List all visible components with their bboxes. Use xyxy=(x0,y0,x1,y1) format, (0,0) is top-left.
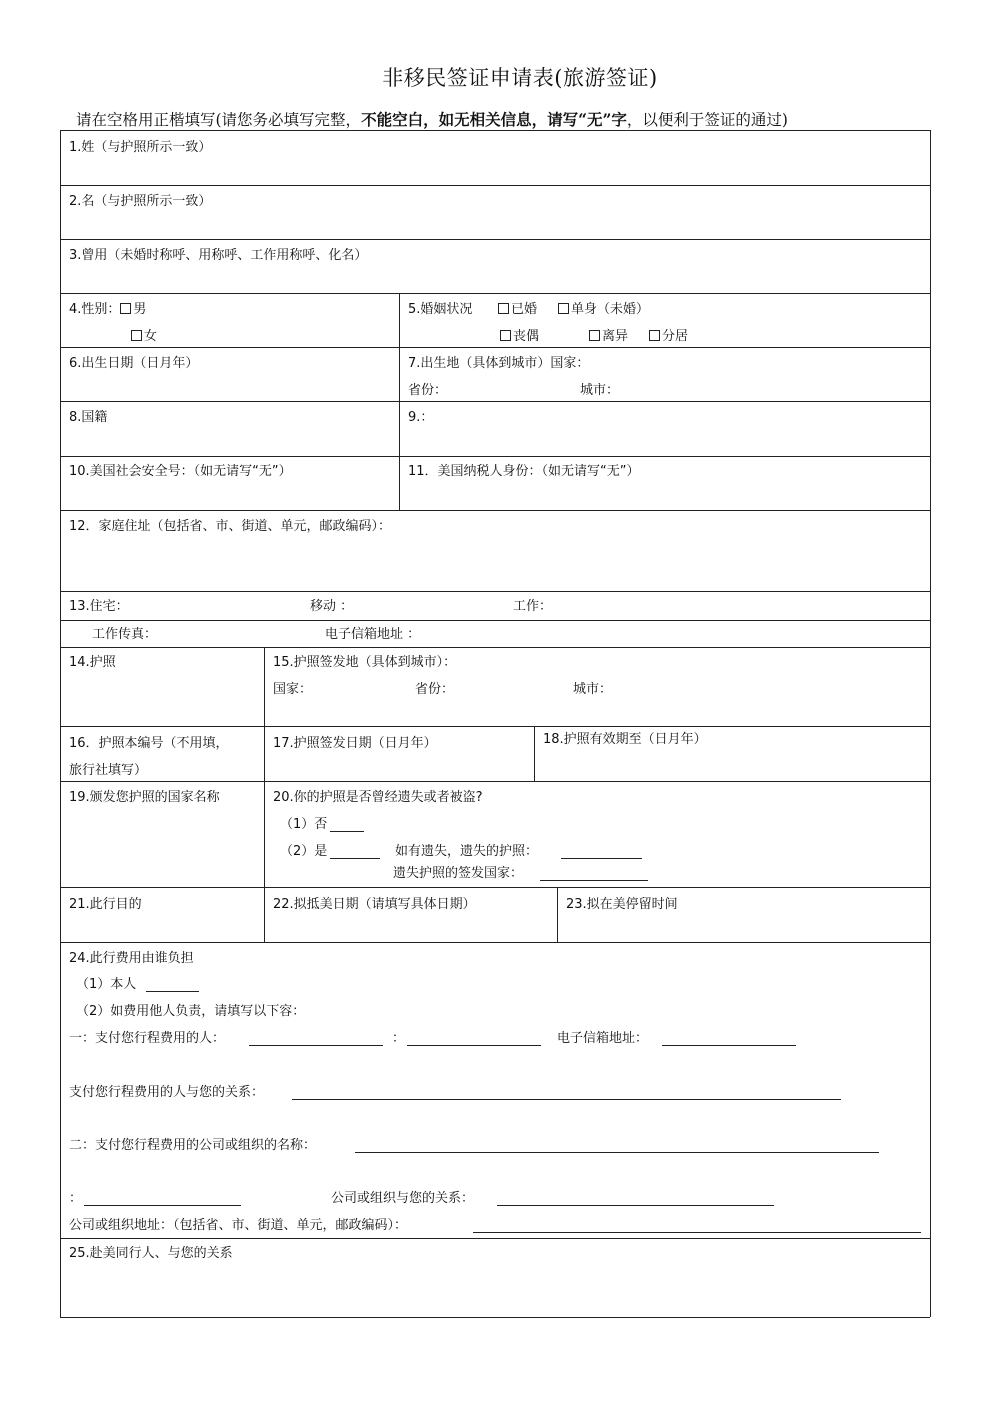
single-checkbox[interactable] xyxy=(558,303,569,314)
payer-org-label: 二：支付您行程费用的公司或组织的名称： xyxy=(69,1138,317,1153)
female-option xyxy=(131,329,157,345)
divorced-checkbox[interactable] xyxy=(589,330,600,341)
row-divider xyxy=(60,347,930,348)
payer-person-line[interactable] xyxy=(249,1045,383,1046)
field-companions-label: 25.赴美同行人、与您的关系 xyxy=(69,1246,233,1261)
payer-self-label: （1）本人 xyxy=(76,977,137,992)
married-label: 已婚 xyxy=(511,302,538,317)
field-given-name-label: 2.名（与护照所示一致） xyxy=(69,194,212,209)
field-nationality-label: 8.国籍 xyxy=(69,410,108,425)
lost-no-label: （1）否 xyxy=(280,817,328,832)
lost-yes-label: （2）是 xyxy=(280,844,328,859)
divorced-label: 离异 xyxy=(602,329,629,344)
separated-option xyxy=(649,329,688,345)
org-address-line[interactable] xyxy=(473,1232,921,1233)
row-divider xyxy=(60,401,930,402)
widowed-option xyxy=(500,329,539,345)
payer-person-label: 一：支付您行程费用的人： xyxy=(69,1031,226,1046)
field-birth-place-label: 7.出生地（具体到城市）国家： xyxy=(408,356,590,371)
married-option xyxy=(498,302,537,318)
field-issuing-country-label: 19.颁发您护照的国家名称 xyxy=(69,790,220,805)
row-divider xyxy=(60,510,930,511)
single-label: 单身（未婚） xyxy=(571,302,650,317)
separated-checkbox[interactable] xyxy=(649,330,660,341)
column-divider xyxy=(557,887,558,942)
field-trip-purpose-label: 21.此行目的 xyxy=(69,897,142,912)
field-9-label: 9.： xyxy=(408,410,434,425)
field-us-taxpayer-label: 11．美国纳税人身份：（如无请写“无”） xyxy=(408,464,640,479)
org-colon-line[interactable] xyxy=(84,1205,241,1206)
phone-mobile-label: 移动 ： xyxy=(310,599,354,614)
lost-yes-line[interactable] xyxy=(330,858,380,859)
payer-self-line[interactable] xyxy=(146,991,199,992)
field-arrival-date-label: 22.拟抵美日期（请填写具体日期） xyxy=(273,897,476,912)
widowed-checkbox[interactable] xyxy=(500,330,511,341)
row-divider xyxy=(60,1238,930,1239)
separated-label: 分居 xyxy=(662,329,689,344)
email-label: 电子信箱地址 ： xyxy=(325,627,421,642)
row-divider xyxy=(60,239,930,240)
row-divider xyxy=(60,781,930,782)
phone-work-label: 工作： xyxy=(513,599,553,614)
field-birth-date-label: 6.出生日期（日月年） xyxy=(69,356,199,371)
field-passport-issue-place-label: 15.护照签发地（具体到城市）： xyxy=(273,655,457,670)
row-divider xyxy=(60,620,930,621)
phone-home-label: 13.住宅： xyxy=(69,599,129,614)
form-border-top xyxy=(60,130,930,131)
widowed-label: 丧偶 xyxy=(513,329,540,344)
field-trip-payer-label: 24.此行费用由谁负担 xyxy=(69,951,194,966)
payer-relation-label: 支付您行程费用的人与您的关系： xyxy=(69,1085,265,1100)
row-divider xyxy=(60,887,930,888)
male-checkbox[interactable] xyxy=(120,303,131,314)
form-title: 非移民签证申请表(旅游签证) xyxy=(382,66,658,90)
field-passport-label: 14.护照 xyxy=(69,655,116,670)
field-passport-number-note: 旅行社填写） xyxy=(69,763,148,778)
row-divider xyxy=(60,647,930,648)
male-option-label: 男 xyxy=(133,302,147,317)
column-divider xyxy=(264,647,265,942)
issue-province-label: 省份： xyxy=(415,682,455,697)
payer-colon-label: ： xyxy=(392,1031,406,1046)
form-border-left xyxy=(60,130,61,1317)
gender-label-text: 4.性别： xyxy=(69,302,121,317)
field-passport-expiry-label: 18.护照有效期至（日月年） xyxy=(543,732,707,747)
field-passport-lost-label: 20.你的护照是否曾经遗失或者被盗? xyxy=(273,790,483,805)
instruction-part1: 请在空格用正楷填写(请您务必填写完整， xyxy=(76,111,362,129)
row-divider xyxy=(60,726,930,727)
form-instruction xyxy=(76,108,788,130)
lost-passport-label: 如有遗失，遗失的护照： xyxy=(395,844,539,859)
birth-province-label: 省份： xyxy=(408,383,448,398)
payer-email-line[interactable] xyxy=(662,1045,796,1046)
lost-passport-line[interactable] xyxy=(561,858,642,859)
lost-passport-country-label: 遗失护照的签发国家： xyxy=(393,866,524,881)
field-gender-label xyxy=(69,302,146,318)
payer-relation-line[interactable] xyxy=(292,1099,841,1100)
lost-passport-country-line[interactable] xyxy=(540,880,648,881)
lost-no-line[interactable] xyxy=(330,831,364,832)
form-border-right xyxy=(930,130,931,1317)
field-marital-status-label: 5.婚姻状况 xyxy=(408,302,473,317)
form-border-bottom xyxy=(60,1317,930,1318)
female-option-label: 女 xyxy=(144,329,158,344)
field-passport-issue-date-label: 17.护照签发日期（日月年） xyxy=(273,736,437,751)
org-relation-line[interactable] xyxy=(497,1205,774,1206)
org-address-label: 公司或组织地址：（包括省、市、街道、单元，邮政编码）： xyxy=(69,1218,408,1233)
field-surname-label: 1.姓（与护照所示一致） xyxy=(69,140,212,155)
row-divider xyxy=(60,293,930,294)
single-option xyxy=(558,302,649,318)
column-divider xyxy=(534,726,535,781)
work-fax-label: 工作传真： xyxy=(92,627,158,642)
payer-other-label: （2）如费用他人负责，请填写以下容： xyxy=(76,1004,306,1019)
divorced-option xyxy=(589,329,628,345)
field-passport-number-label: 16．护照本编号（不用填， xyxy=(69,736,229,751)
field-us-ssn-label: 10.美国社会安全号：（如无请写“无”） xyxy=(69,464,292,479)
married-checkbox[interactable] xyxy=(498,303,509,314)
issue-city-label: 城市： xyxy=(573,682,613,697)
field-stay-duration-label: 23.拟在美停留时间 xyxy=(566,897,678,912)
row-divider xyxy=(60,942,930,943)
org-colon-label: ： xyxy=(69,1191,83,1206)
instruction-bold: 不能空白，如无相关信息，请写“无”字 xyxy=(361,110,627,129)
column-divider xyxy=(399,293,400,510)
issue-country-label: 国家： xyxy=(273,682,313,697)
org-relation-label: 公司或组织与您的关系： xyxy=(331,1191,475,1206)
payer-org-line[interactable] xyxy=(355,1152,879,1153)
female-checkbox[interactable] xyxy=(131,330,142,341)
row-divider xyxy=(60,591,930,592)
payer-email-label: 电子信箱地址： xyxy=(557,1031,649,1046)
instruction-part2: ，以便利于签证的通过) xyxy=(626,111,788,129)
birth-city-label: 城市： xyxy=(580,383,620,398)
row-divider xyxy=(60,185,930,186)
field-home-address-label: 12．家庭住址（包括省、市、街道、单元，邮政编码）： xyxy=(69,519,392,534)
row-divider xyxy=(60,456,930,457)
payer-colon-line[interactable] xyxy=(407,1045,541,1046)
field-former-names-label: 3.曾用（未婚时称呼、用称呼、工作用称呼、化名） xyxy=(69,248,368,263)
